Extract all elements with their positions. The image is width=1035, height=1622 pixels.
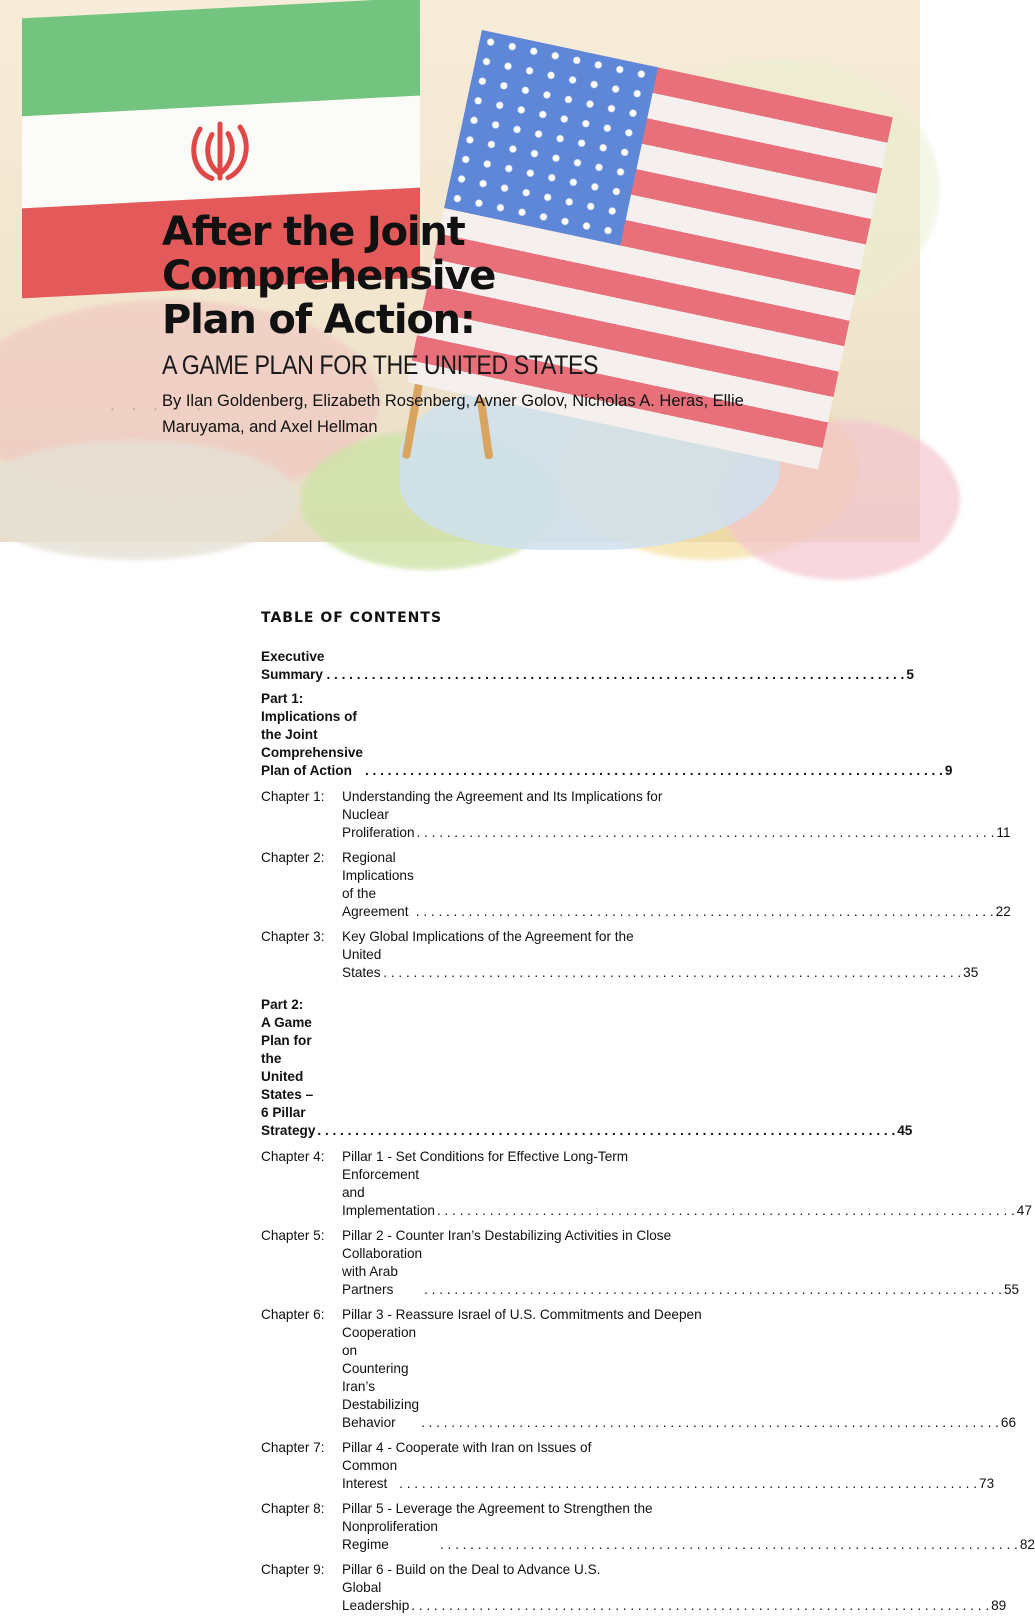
chapter-number: Chapter 7: — [261, 1440, 325, 1455]
toc-entry-chapter-2[interactable] — [261, 849, 1011, 921]
dot-leader — [440, 1536, 1018, 1554]
toc-heading: TABLE OF CONTENTS — [261, 610, 443, 626]
toc-entry-part-2[interactable] — [261, 996, 913, 1140]
toc-entry-chapter-9[interactable] — [261, 1561, 1007, 1615]
chapter-title-line: Pillar 4 - Cooperate with Iran on Issues of — [342, 1440, 592, 1455]
chapter-title-line: Enforcement and Implementation — [342, 1167, 435, 1218]
chapter-title-line: Pillar 6 - Build on the Deal to Advance U.S. — [342, 1562, 601, 1577]
toc-entry-label: Part 2: A Game Plan for the United States – 6 Pillar Strategy — [261, 997, 316, 1138]
chapter-title-line: Pillar 2 - Counter Iran’s Destabilizing Activities in Close — [342, 1228, 672, 1243]
chapter-title-line: Regional Implications of the Agreement — [342, 850, 414, 919]
dot-leader — [421, 1414, 999, 1432]
chapter-title-line: Key Global Implications of the Agreement for the — [342, 929, 634, 944]
iran-emblem-icon — [190, 114, 250, 187]
chapter-title-line: United States — [342, 947, 382, 980]
map-region — [0, 440, 300, 560]
chapter-title-line: Pillar 3 - Reassure Israel of U.S. Commitments and Deepen — [342, 1307, 702, 1322]
title-line-2: Plan of Action: — [162, 297, 475, 343]
dot-leader — [437, 1202, 1015, 1220]
dot-leader — [326, 666, 904, 684]
chapter-number: Chapter 4: — [261, 1149, 325, 1164]
authors: By Ilan Goldenberg, Elizabeth Rosenberg, Avner Golov, Nicholas A. Heras, Ellie Maruyama, and Axel Hellman — [162, 392, 744, 436]
chapter-title-line: Global Leadership — [342, 1580, 410, 1613]
toc-entry-chapter-3[interactable] — [261, 928, 979, 982]
toc-page-number: 66 — [1000, 1415, 1017, 1430]
chapter-title-line: Pillar 5 - Leverage the Agreement to Strengthen the — [342, 1501, 653, 1516]
toc-entry-chapter-8[interactable] — [261, 1500, 1035, 1554]
toc-entry-chapter-4[interactable] — [261, 1148, 1032, 1220]
toc-page-number: 55 — [1003, 1282, 1020, 1297]
chapter-title-line: Understanding the Agreement and Its Implications for — [342, 789, 663, 804]
chapter-number: Chapter 3: — [261, 929, 325, 944]
toc-entry-chapter-1[interactable] — [261, 788, 1011, 842]
chapter-number: Chapter 9: — [261, 1562, 325, 1577]
toc-entry-chapter-5[interactable] — [261, 1227, 1020, 1299]
toc-page-number: 5 — [906, 667, 914, 682]
toc-page-number: 47 — [1016, 1203, 1032, 1218]
dot-leader — [416, 903, 994, 921]
toc-entry-chapter-7[interactable] — [261, 1439, 995, 1493]
chapter-number: Chapter 6: — [261, 1307, 325, 1322]
toc-entry-chapter-6[interactable] — [261, 1306, 1017, 1432]
cover-text — [162, 210, 802, 440]
dot-leader — [399, 1475, 977, 1493]
chapter-number: Chapter 1: — [261, 789, 325, 804]
chapter-title-line: Pillar 1 - Set Conditions for Effective Long-Term — [342, 1149, 629, 1164]
toc-page-number: 45 — [897, 1123, 913, 1138]
toc-entry-label: Executive Summary — [261, 649, 325, 682]
chapter-number: Chapter 8: — [261, 1501, 325, 1516]
toc-page-number: 73 — [979, 1476, 995, 1491]
toc-page-number: 22 — [995, 904, 1011, 919]
dot-leader — [317, 1122, 895, 1140]
toc-entry-part-1[interactable] — [261, 690, 953, 780]
chapter-title-line: Common Interest — [342, 1458, 398, 1491]
chapter-title-line: Cooperation on Countering Iran’s Destabilizing Behavior — [342, 1325, 420, 1430]
chapter-title-line: Collaboration with Arab Partners — [342, 1246, 423, 1297]
map-label-decoration: · · · · · — [110, 400, 207, 418]
dot-leader — [417, 824, 995, 842]
dot-leader — [383, 964, 961, 982]
cover-image — [0, 0, 920, 542]
toc-page-number: 82 — [1019, 1537, 1035, 1552]
table-of-contents — [261, 610, 1035, 1622]
toc-page-number: 89 — [991, 1598, 1007, 1613]
toc-page-number: 11 — [996, 825, 1011, 840]
dot-leader — [424, 1281, 1002, 1299]
toc-entry-executive-summary[interactable] — [261, 648, 914, 684]
toc-page-number: 9 — [944, 763, 953, 778]
chapter-title-line: Nuclear Proliferation — [342, 807, 415, 840]
document-title — [162, 210, 802, 342]
document-subtitle: A GAME PLAN FOR THE UNITED STATES — [162, 350, 599, 380]
dot-leader — [411, 1597, 989, 1615]
chapter-number: Chapter 2: — [261, 850, 325, 865]
toc-entry-label: Part 1: Implications of the Joint Comprehensive Plan of Action — [261, 691, 363, 778]
toc-page-number: 35 — [963, 965, 979, 980]
chapter-title-line: Nonproliferation Regime — [342, 1519, 438, 1552]
dot-leader — [365, 762, 943, 780]
chapter-number: Chapter 5: — [261, 1228, 325, 1243]
title-line-1: After the Joint Comprehensive — [162, 209, 496, 299]
